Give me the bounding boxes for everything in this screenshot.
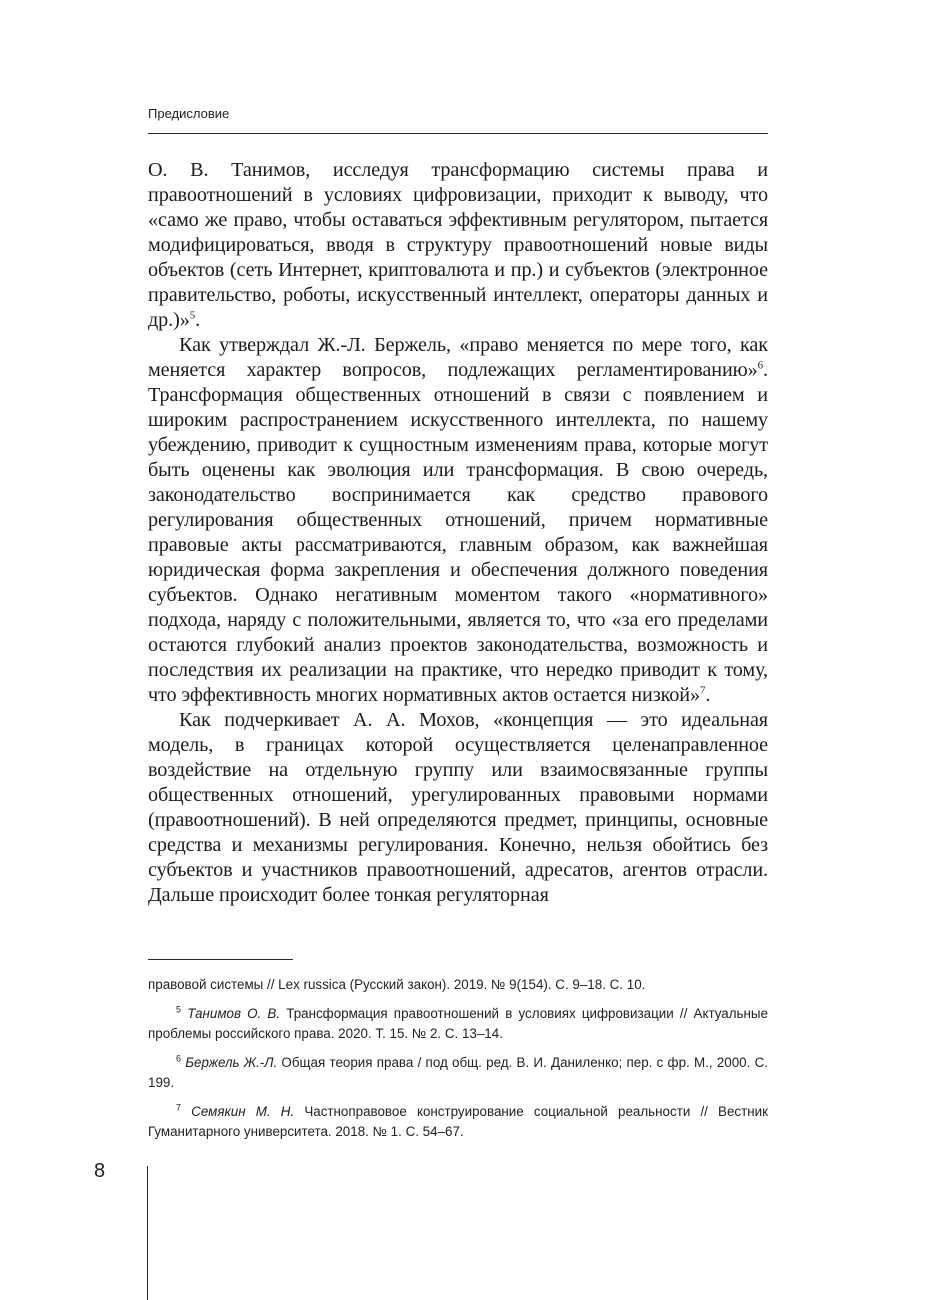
footnote-6	[148, 1053, 768, 1093]
footnote-5-text: Трансформация правоотношений в условиях цифровизации // Актуальные проблемы российского права. 2020. Т. 15. № 2. С. 13–14.	[148, 1006, 768, 1041]
footnote-5	[148, 1004, 768, 1044]
footnote-ref-6[interactable]: 6	[757, 359, 764, 372]
footnote-5-author: Танимов О. В.	[187, 1006, 281, 1021]
main-text	[148, 158, 768, 908]
paragraph-2-text-b: . Трансформация общественных отношений в связи с появлением и широким распространением искусственного интеллекта, по нашему убеждению, приводит к сущностным изменениям права, которые могут быть оценены как эволюция или трансформация. В свою очередь, законодательство воспринимается как средство правового регулирования общественных отношений, причем нормативные правовые акты рассматриваются, главным образом, как важнейшая юридическая форма закрепления и обеспечения должного поведения субъектов. Однако негативным моментом такого «нормативного» подхода, наряду с положительными, является то, что «за его пределами остаются глубокий анализ проектов законодательства, возможность и последствия их реализации на практике, что нередко приводит к тому, что эффективность многих нормативных актов остается низкой»	[148, 359, 768, 706]
footnote-5-number: 5	[176, 1004, 182, 1015]
paragraph-1	[148, 158, 768, 333]
footnote-6-text: Общая теория права / под общ. ред. В. И. Даниленко; пер. с фр. М., 2000. С. 199.	[148, 1055, 768, 1090]
paragraph-2-text-a: Как утверждал Ж.-Л. Бержель, «право меняется по мере того, как меняется характер вопросов, подлежащих регламентированию»	[148, 334, 768, 381]
paragraph-2	[148, 333, 768, 708]
paragraph-1-tail: .	[195, 309, 201, 331]
footnote-continued: правовой системы // Lex russica (Русский закон). 2019. № 9(154). С. 9–18. С. 10.	[148, 977, 646, 992]
paragraph-1-text: О. В. Танимов, исследуя трансформацию системы права и правоотношений в условиях цифровизации, приходит к выводу, что «само же право, чтобы оставаться эффективным регулятором, пытается модифицироваться, вводя в структуру правоотношений новые виды объектов (сеть Интернет, криптовалюта и пр.) и субъектов (электронное правительство, роботы, искусственный интеллект, операторы данных и др.)»	[148, 159, 768, 331]
footnote-7-text: Частноправовое конструирование социальной реальности // Вестник Гуманитарного университета. 2018. № 1. С. 54–67.	[148, 1104, 768, 1139]
footnotes	[148, 975, 768, 1151]
footnote-7-author: Семякин М. Н.	[191, 1104, 295, 1119]
footnote-divider	[148, 959, 293, 960]
margin-rule	[147, 1166, 148, 1300]
running-header: Предисловие	[148, 106, 230, 121]
footnote-7	[148, 1102, 768, 1142]
paragraph-3-text: Как подчеркивает А. А. Мохов, «концепция — это идеальная модель, в границах которой осуществляется целенаправленное воздействие на отдельную группу или взаимосвязанные группы общественных отношений, урегулированных правовыми нормами (правоотношений). В ней определяются предмет, принципы, основные средства и механизмы регулирования. Конечно, нельзя обойтись без субъектов и участников правоотношений, адресатов, агентов отрасли. Дальше происходит более тонкая регуляторная	[148, 709, 768, 906]
paragraph-2-tail: .	[705, 684, 711, 706]
footnote-6-number: 6	[176, 1053, 182, 1064]
footnote-6-author: Бержель Ж.-Л.	[185, 1055, 278, 1070]
header-divider	[148, 133, 768, 134]
page-number: 8	[94, 1160, 106, 1182]
footnote-ref-7[interactable]: 7	[699, 684, 706, 697]
paragraph-3	[148, 708, 768, 908]
footnote-7-number: 7	[176, 1102, 182, 1113]
footnote-ref-5[interactable]: 5	[189, 309, 196, 322]
